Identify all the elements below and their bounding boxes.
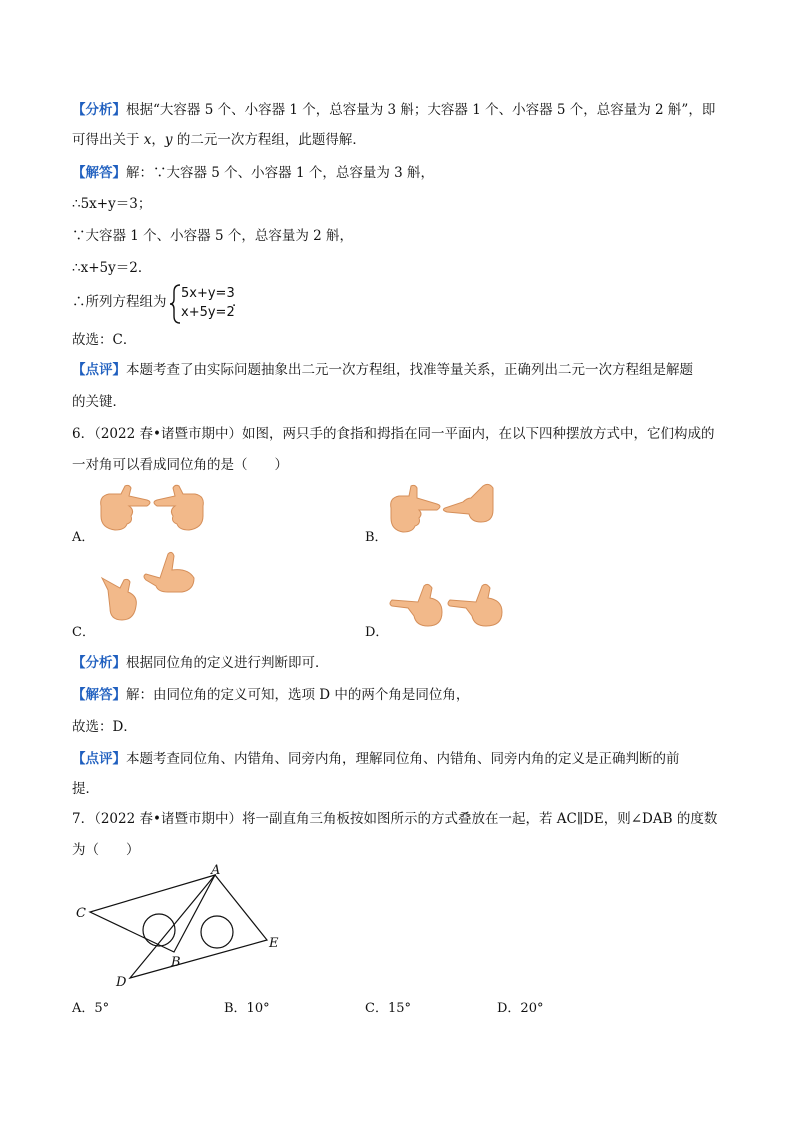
triangle-acb — [90, 875, 215, 952]
option-b-label: B． — [365, 530, 388, 545]
answer-tag: 【解答】 — [72, 165, 126, 181]
var-x: x — [143, 132, 152, 148]
q5-analysis-text-2b: ， — [151, 132, 165, 148]
q7-option-c: C．15° — [365, 1001, 411, 1016]
label-c: C — [76, 906, 86, 921]
q5-analysis-text-2a: 可得出关于 — [72, 132, 144, 148]
q5-analysis-text-2c: 的二元一次方程组，此题得解． — [172, 132, 366, 148]
option-b-hands-image — [385, 480, 500, 535]
q6-comment-line-2: 提． — [72, 781, 99, 797]
comment-tag: 【点评】 — [72, 362, 126, 378]
q5-choice: 故选：C． — [72, 332, 137, 348]
q7-option-a: A．5° — [72, 1001, 110, 1016]
q5-answer-line-1 — [72, 163, 434, 183]
triangle-figure — [70, 862, 300, 992]
q5-analysis-text-1: 根据“大容器 5 个、小容器 1 个，总容量为 3 斛；大容器 1 个、小容器 5 个，总容量为 2 斛”，即 — [126, 102, 716, 118]
q5-analysis-line-1 — [72, 100, 715, 120]
q7-stem-line-2: 为（ ） — [72, 842, 140, 858]
option-c-label: C． — [72, 625, 95, 640]
var-y: y — [164, 132, 173, 148]
option-a-hands-image — [95, 484, 210, 534]
triangle-ade — [130, 875, 267, 978]
q5-answer-line-3: ∵大容器 1 个、小容器 5 个，总容量为 2 斛， — [72, 228, 354, 244]
q6-stem-line-1: 6．（2022 春•诸暨市期中）如图，两只手的食指和拇指在同一平面内，在以下四种摆放方式中，它们构成的 — [72, 426, 715, 442]
q5-comment-text-1: 本题考查了由实际问题抽象出二元一次方程组，找准等量关系，正确列出二元一次方程组是解题 — [126, 362, 693, 378]
option-c-hands-image — [98, 550, 198, 625]
q6-stem-line-2: 一对角可以看成同位角的是（ ） — [72, 457, 288, 473]
q5-comment-line-2: 的关键． — [72, 394, 126, 410]
q6-comment-line-1 — [72, 749, 680, 769]
equation-system — [181, 284, 235, 322]
q7-option-b: B．10° — [224, 1001, 270, 1016]
equation-1: 5x+y=3 — [181, 286, 235, 301]
q5-analysis-line-2 — [72, 130, 366, 150]
comment-tag: 【点评】 — [72, 751, 126, 767]
q6-analysis-line — [72, 653, 329, 673]
label-b: B — [171, 955, 181, 970]
q5-answer-text-1: 解：∵大容器 5 个、小容器 1 个，总容量为 3 斛， — [126, 165, 435, 181]
label-d: D — [116, 975, 127, 990]
analysis-tag: 【分析】 — [72, 102, 126, 118]
q7-option-d: D．20° — [497, 1001, 544, 1016]
option-d-label: D． — [365, 625, 389, 640]
q6-choice: 故选：D． — [72, 719, 137, 735]
equation-2: x+5y=2 — [181, 305, 235, 320]
q6-answer-line — [72, 685, 469, 705]
system-suffix: ． — [232, 294, 246, 310]
q5-comment-line-1 — [72, 360, 693, 380]
triangle-hole-right — [201, 916, 233, 948]
option-a-label: A． — [72, 530, 95, 545]
q5-answer-line-2: ∴5x+y＝3； — [72, 196, 152, 212]
q6-comment-text-1: 本题考查同位角、内错角、同旁内角，理解同位角、内错角、同旁内角的定义是正确判断的前 — [126, 751, 680, 767]
option-d-hands-image — [388, 578, 506, 630]
q7-stem-line-1: 7．（2022 春•诸暨市期中）将一副直角三角板按如图所示的方式叠放在一起，若 AC∥DE，则∠DAB 的度数 — [72, 811, 718, 827]
system-prefix: ∴所列方程组为 — [72, 294, 167, 310]
analysis-tag: 【分析】 — [72, 655, 126, 671]
label-e: E — [269, 936, 279, 951]
answer-tag: 【解答】 — [72, 687, 126, 703]
q5-answer-line-5 — [72, 292, 167, 312]
q6-analysis-text: 根据同位角的定义进行判断即可． — [126, 655, 329, 671]
q6-answer-text: 解：由同位角的定义可知，选项 D 中的两个角是同位角， — [126, 687, 470, 703]
q5-answer-line-4: ∴x+5y＝2． — [72, 260, 152, 276]
label-a: A — [211, 863, 221, 878]
